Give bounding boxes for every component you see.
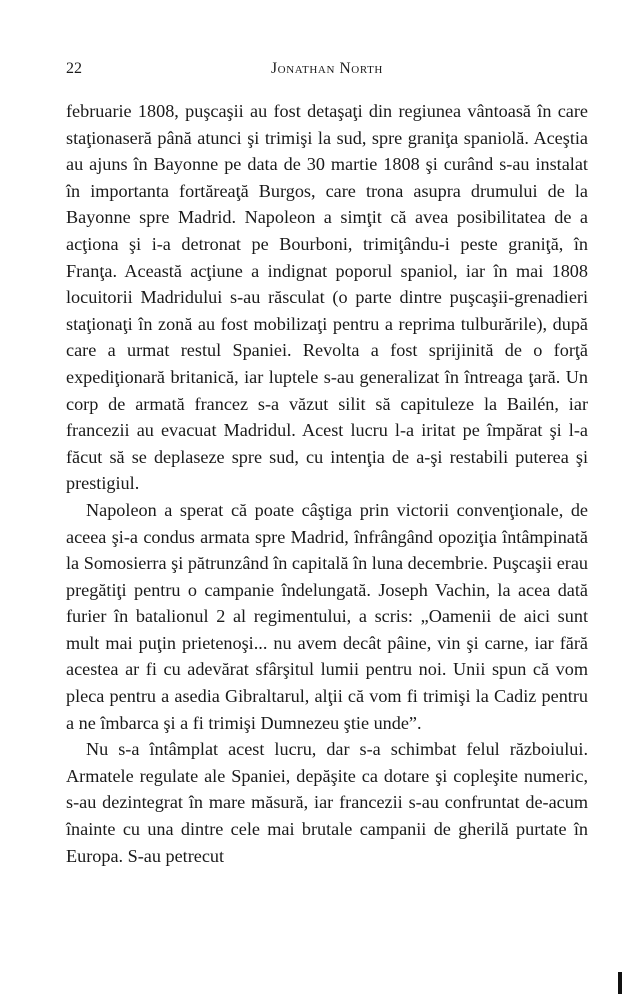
running-head: Jonathan North — [271, 60, 383, 77]
margin-edge-mark — [618, 972, 622, 994]
paragraph-3: Nu s-a întâmplat acest lucru, dar s-a schimbat felul războiului. Armatele regulate ale Spaniei, depăşite ca dotare şi copleşite numeric, s-au dezintegrat în mare măsură, iar francezii s-au confruntat de-acum înainte cu una dintre cele mai brutale campanii de gherilă purtate în Europa. S-au petrecut — [66, 739, 588, 866]
page-number: 22 — [66, 60, 82, 77]
paragraph-1: februarie 1808, puşcaşii au fost detaşaţi din regiunea vântoasă în care staţionaseră până atunci şi trimişi la sud, spre graniţa spaniolă. Aceştia au ajuns în Bayonne pe data de 30 martie 1808 şi curând s-au instalat în importanta fortăreaţă Burgos, care trona asupra drumului de la Bayonne spre Madrid. Napoleon a simţit că avea posibilitatea de a acţiona şi i-a detronat pe Bourboni, trimiţându-i peste graniţă, în Franţa. Această acţiune a indignat poporul spaniol, iar în mai 1808 locuitorii Madridului s-au răsculat (o parte dintre puşcaşii-grenadieri staţionaţi în zonă au fost mobilizaţi pentru a reprima tulburările), după care a urmat restul Spaniei. Revolta a fost sprijinită de o forţă expediţionară britanică, iar luptele s-au generalizat în întreaga ţară. Un corp de armată francez s-a văzut silit să capituleze la Bailén, iar francezii au evacuat Madridul. Acest lucru l-a iritat pe împărat şi l-a făcut să se deplaseze spre sud, cu intenţia de a-şi restabili puterea şi prestigiul. — [66, 101, 588, 494]
page-header — [66, 60, 588, 84]
paragraph-2: Napoleon a sperat că poate câştiga prin victorii convenţionale, de aceea şi-a condus armata spre Madrid, înfrângând opoziţia întâmpinată la Somosierra şi pătrunzând în capitală în luna decembrie. Puşcaşii erau pregătiţi pentru o campanie îndelungată. Joseph Vachin, la acea dată furier în batalionul 2 al regimentului, a scris: „Oamenii de aici sunt mult mai puţin prietenoşi... nu avem decât pâine, vin şi carne, iar fără acestea ar fi cu adevărat sfârşitul lumii pentru noi. Unii spun că vom pleca pentru a asedia Gibraltarul, alţii că vom fi trimişi la Cadiz pentru a ne îmbarca şi a fi trimişi Dumnezeu ştie unde”. — [66, 499, 588, 733]
body-text — [66, 98, 588, 869]
